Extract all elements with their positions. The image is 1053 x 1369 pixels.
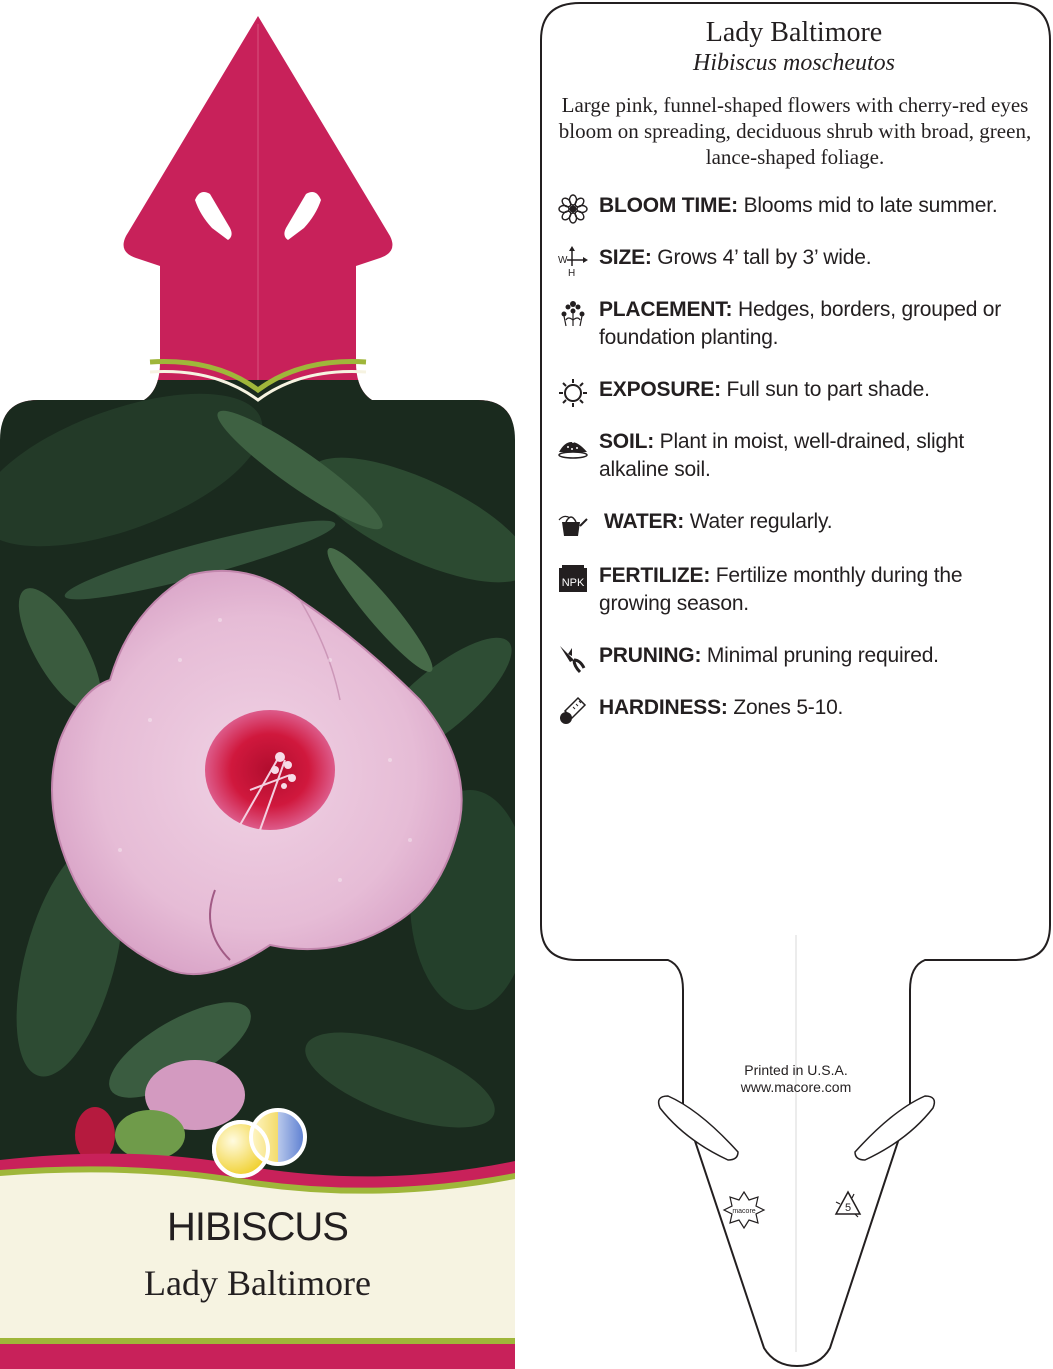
info-label: HARDINESS: (599, 696, 728, 719)
watering-can-icon (558, 510, 588, 540)
printed-url: www.macore.com (740, 1079, 852, 1095)
thermometer-icon (558, 696, 588, 726)
fertilizer-bag-icon (558, 564, 588, 594)
info-label: EXPOSURE: (599, 378, 721, 401)
info-value: Blooms mid to late summer. (737, 194, 998, 217)
svg-text:H: H (568, 268, 576, 276)
printed-in-credit (700, 1062, 892, 1096)
macore-logo (724, 1192, 764, 1228)
info-label: SOIL: (599, 430, 654, 453)
front-top-band (0, 0, 520, 420)
info-label: PLACEMENT: (599, 298, 733, 321)
plant-cluster-icon (558, 298, 588, 328)
info-value: Minimal pruning required. (701, 644, 939, 667)
info-label: WATER: (604, 510, 685, 533)
front-genus-title: HIBISCUS (167, 1205, 348, 1249)
back-common-name: Lady Baltimore (705, 17, 883, 48)
front-cultivar-name: Lady Baltimore (144, 1263, 371, 1303)
info-label: FERTILIZE: (599, 564, 711, 587)
hibiscus-photo (0, 362, 520, 1180)
soil-mound-icon (558, 430, 588, 460)
printed-country: Printed in U.S.A. (744, 1062, 848, 1078)
svg-text:5: 5 (844, 1202, 852, 1214)
info-label: BLOOM TIME: (599, 194, 738, 217)
info-label: PRUNING: (599, 644, 702, 667)
front-tag (0, 0, 520, 1369)
sun-icon (558, 378, 588, 408)
back-description: Large pink, funnel-shaped flowers with cherry-red eyes bloom on spreading, deciduous shrub with broad, green, lance-shaped foliage. (558, 93, 1032, 169)
info-value: Grows 4’ tall by 3’ wide. (651, 246, 872, 269)
back-botanical-name: Hibiscus moscheutos (693, 50, 895, 76)
info-label: SIZE: (599, 246, 652, 269)
flower-icon (558, 194, 588, 224)
info-value: Plant in moist, well-drained, slight alkaline soil. (599, 430, 965, 481)
info-value: Full sun to part shade. (720, 378, 930, 401)
pruning-shears-icon (558, 644, 588, 674)
svg-text:macore: macore (732, 1208, 756, 1215)
info-value: Hedges, borders, grouped or foundation planting. (599, 298, 1002, 349)
info-value: Zones 5-10. (727, 696, 844, 719)
info-value: Water regularly. (684, 510, 833, 533)
svg-text:W: W (558, 255, 568, 266)
size-arrows-icon (558, 246, 588, 276)
front-name-panel (0, 1172, 520, 1338)
info-value: Fertilize monthly during the growing season. (599, 564, 963, 615)
svg-text:NPK: NPK (561, 577, 585, 589)
